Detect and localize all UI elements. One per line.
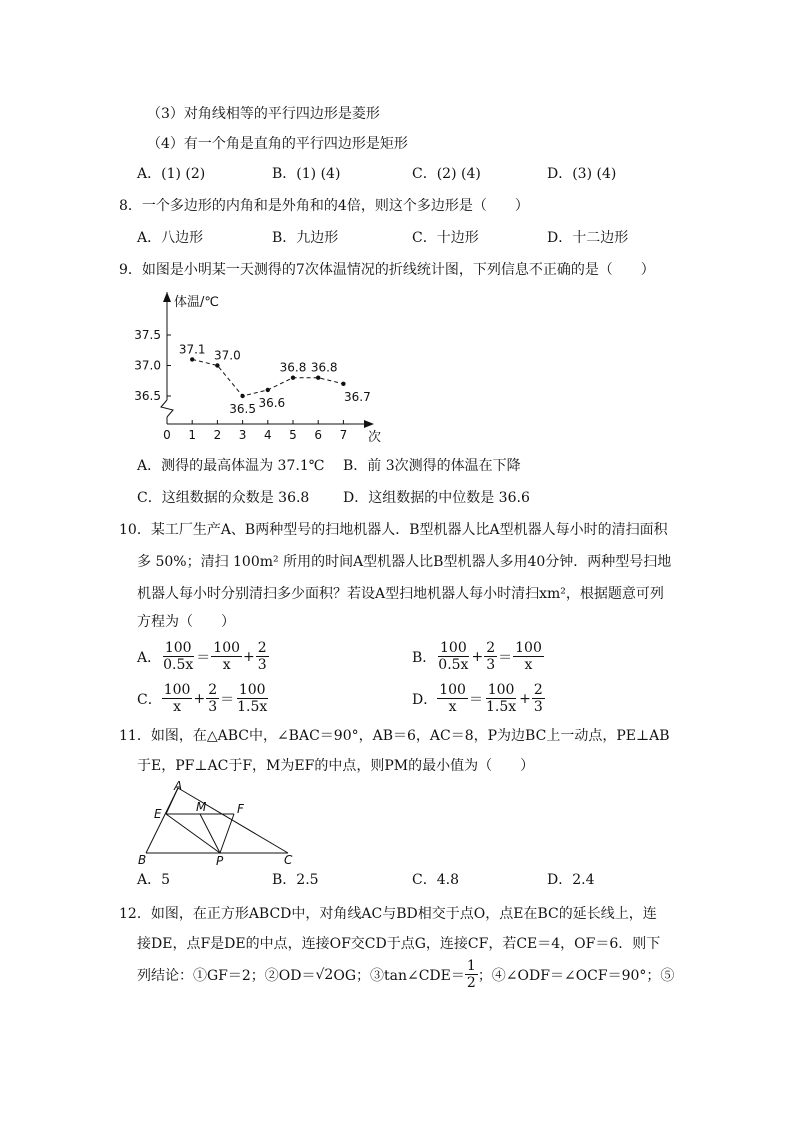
x-axis-arrow xyxy=(364,420,374,428)
q10-option-d: D． $\frac{100}{x}$ ＝ $\frac{100}{1.5x}$ + $\frac{2}{3}$ xyxy=(412,682,543,715)
q12-line-2: 接DE，点F是DE的中点，连接OF交CD于点G，连接CF，若CE＝4，OF＝6．则下 xyxy=(137,936,661,952)
segment-pe xyxy=(166,814,220,853)
data-point xyxy=(291,376,295,380)
q7-option-a: A．(1) (2) xyxy=(137,166,206,182)
q9-option-a: A．测得的最高体温为 37.1℃ xyxy=(137,458,325,474)
y-axis-arrow xyxy=(163,292,171,302)
data-label: 36.8 xyxy=(279,360,307,375)
data-label: 36.8 xyxy=(310,360,338,375)
data-point xyxy=(341,382,345,386)
q9-option-d: D．这组数据的中位数是 36.6 xyxy=(343,490,530,506)
q12-line-3: 列结论：①GF＝2；②OD＝ √2 OG；③tan∠CDE＝ $\frac{1}{2}$ ；④∠ODF＝∠OCF＝90°；⑤ xyxy=(137,958,675,991)
y-tick-label: 37.5 xyxy=(134,328,161,342)
q11-line-1: 11．如图，在△ABC中，∠BAC＝90°，AB＝6，AC＝8，P为边BC上一动点，PE⊥AB xyxy=(119,728,670,744)
label-p: P xyxy=(216,854,224,866)
q7-option-b: B．(1) (4) xyxy=(272,166,341,182)
data-label: 36.7 xyxy=(344,389,371,404)
q9-option-c: C．这组数据的众数是 36.8 xyxy=(137,490,310,506)
q11-option-a: A．5 xyxy=(137,872,171,888)
data-point xyxy=(316,376,320,380)
q10-line-3: 机器人每小时分别清扫多少面积？若设A型扫地机器人每小时清扫xm²，根据题意可列 xyxy=(137,586,664,602)
q7-statement-4: （4）有一个角是直角的平行四边形是矩形 xyxy=(147,136,408,152)
q11-line-2: 于E，PF⊥AC于F，M为EF的中点，则PM的最小值为（ ） xyxy=(137,758,535,774)
q7-option-d: D．(3) (4) xyxy=(547,166,617,182)
segment-ac xyxy=(178,788,288,853)
temperature-line-chart xyxy=(130,288,390,448)
q7-option-c: C．(2) (4) xyxy=(412,166,481,182)
q10-line-1: 10．某工厂生产A、B两种型号的扫地机器人．B型机器人比A型机器人每小时的清扫面积 xyxy=(119,522,668,538)
x-tick-label: 3 xyxy=(238,428,247,442)
sqrt-2: √2 xyxy=(315,966,334,983)
data-point xyxy=(266,388,270,392)
data-label: 36.6 xyxy=(258,395,286,410)
y-axis-label: 体温/℃ xyxy=(174,295,219,310)
q12-line-1: 12．如图，在正方形ABCD中，对角线AC与BD相交于点O，点E在BC的延长线上，连 xyxy=(119,906,657,922)
x-tick-label: 2 xyxy=(213,428,222,442)
data-point xyxy=(240,394,244,398)
x-tick-label: 5 xyxy=(289,428,297,442)
x-axis-label: 次 xyxy=(368,430,382,445)
data-point xyxy=(215,363,219,367)
x-tick-label: 6 xyxy=(314,428,323,442)
label-f: F xyxy=(237,802,244,816)
q10-line-2: 多 50%；清扫 100m² 所用的时间A型机器人比B型机器人多用40分钟．两种型号扫地 xyxy=(137,554,672,570)
segment-pm xyxy=(200,814,220,853)
q9-option-b: B．前 3次测得的体温在下降 xyxy=(343,458,521,474)
data-point xyxy=(190,357,194,361)
chart-series xyxy=(179,342,371,416)
q11-option-d: D．2.4 xyxy=(547,872,595,888)
label-m: M xyxy=(196,800,207,814)
q10-option-c: C． $\frac{100}{x}$ + $\frac{2}{3}$ ＝ $\frac{100}{1.5x}$ xyxy=(137,682,268,715)
q11-option-c: C．4.8 xyxy=(412,872,459,888)
x-tick-label: 0 xyxy=(163,428,171,442)
data-label: 37.0 xyxy=(214,348,241,363)
data-label: 37.1 xyxy=(178,342,206,357)
q11-triangle-figure xyxy=(134,780,304,866)
x-tick-label: 7 xyxy=(339,428,348,442)
q8-stem: 8．一个多边形的内角和是外角和的4倍，则这个多边形是（ ） xyxy=(119,198,529,214)
data-label: 36.5 xyxy=(229,402,256,416)
y-tick-label: 37.0 xyxy=(134,358,161,373)
q8-option-d: D．十二边形 xyxy=(547,230,629,246)
label-e: E xyxy=(154,807,162,821)
q10-line-4: 方程为（ ） xyxy=(137,614,235,630)
x-tick-label: 1 xyxy=(188,428,197,442)
q8-option-c: C．十边形 xyxy=(412,230,479,246)
q9-stem: 9．如图是小明某一天测得的7次体温情况的折线统计图，下列信息不正确的是（ ） xyxy=(119,262,655,278)
q7-statement-3: （3）对角线相等的平行四边形是菱形 xyxy=(147,106,380,122)
label-a: A xyxy=(174,780,183,793)
axis-break-mark xyxy=(161,400,173,417)
q8-option-b: B．九边形 xyxy=(272,230,339,246)
label-b: B xyxy=(138,853,147,866)
segment-pf xyxy=(220,814,234,853)
q11-option-b: B．2.5 xyxy=(272,872,319,888)
q8-option-a: A．八边形 xyxy=(137,230,204,246)
chart-ticks xyxy=(134,328,347,442)
label-c: C xyxy=(284,853,293,866)
q10-option-b: B． $\frac{100}{0.5x}$ + $\frac{2}{3}$ ＝ $\frac{100}{x}$ xyxy=(412,640,542,673)
q10-option-a: A． $\frac{100}{0.5x}$ ＝ $\frac{100}{x}$ + $\frac{2}{3}$ xyxy=(137,640,267,673)
chart-axes xyxy=(161,292,381,445)
y-tick-label: 36.5 xyxy=(134,389,161,403)
x-tick-label: 4 xyxy=(263,428,272,442)
